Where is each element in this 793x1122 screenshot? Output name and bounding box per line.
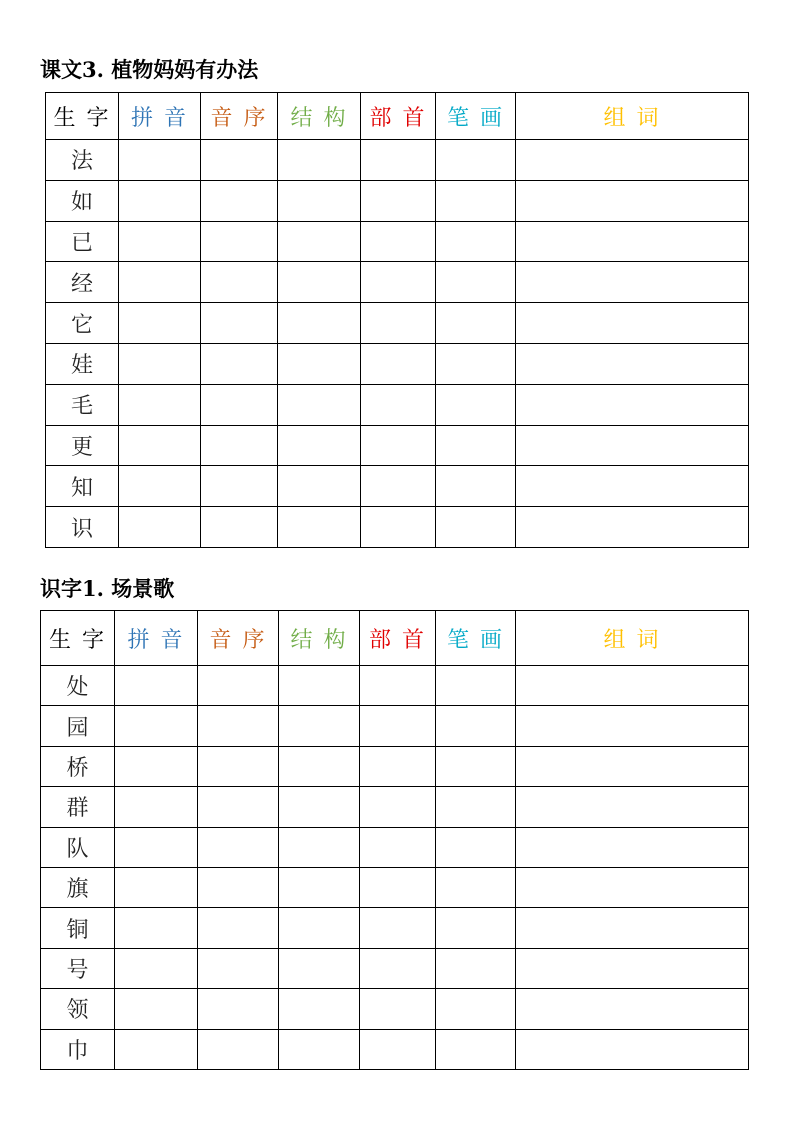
initial-sound-cell[interactable] (201, 343, 278, 384)
radical-cell[interactable] (360, 827, 436, 867)
initial-sound-cell[interactable] (198, 827, 279, 867)
stroke-count-cell[interactable] (436, 425, 516, 466)
pinyin-cell[interactable] (115, 666, 198, 706)
word-formation-cell[interactable] (516, 507, 749, 548)
pinyin-cell[interactable] (119, 425, 201, 466)
word-formation-cell[interactable] (516, 706, 749, 746)
radical-cell[interactable] (360, 948, 436, 988)
pinyin-cell[interactable] (115, 1029, 198, 1069)
table-row (41, 666, 749, 706)
stroke-count-cell[interactable] (436, 1029, 516, 1069)
character-cell: 它 (46, 303, 119, 344)
pinyin-cell[interactable] (115, 787, 198, 827)
structure-cell[interactable] (278, 262, 361, 303)
initial-sound-cell[interactable] (201, 384, 278, 425)
structure-cell[interactable] (278, 384, 361, 425)
pinyin-cell[interactable] (119, 221, 201, 262)
word-formation-cell[interactable] (516, 262, 749, 303)
character-cell: 铜 (41, 908, 115, 948)
radical-cell[interactable] (360, 666, 436, 706)
word-formation-cell[interactable] (516, 787, 749, 827)
initial-sound-cell[interactable] (201, 303, 278, 344)
structure-cell[interactable] (279, 787, 360, 827)
vocabulary-table-literacy-1 (40, 610, 749, 1070)
radical-cell[interactable] (361, 384, 436, 425)
structure-cell[interactable] (279, 948, 360, 988)
word-formation-cell[interactable] (516, 140, 749, 181)
header-radical: 部 首 (360, 611, 436, 666)
initial-sound-cell[interactable] (201, 425, 278, 466)
initial-sound-cell[interactable] (201, 262, 278, 303)
initial-sound-cell[interactable] (198, 666, 279, 706)
structure-cell[interactable] (278, 180, 361, 221)
structure-cell[interactable] (279, 989, 360, 1029)
radical-cell[interactable] (361, 221, 436, 262)
character-cell: 更 (46, 425, 119, 466)
pinyin-cell[interactable] (115, 746, 198, 786)
pinyin-cell[interactable] (119, 507, 201, 548)
table-header-row (41, 611, 749, 666)
initial-sound-cell[interactable] (201, 180, 278, 221)
pinyin-cell[interactable] (115, 827, 198, 867)
radical-cell[interactable] (361, 303, 436, 344)
header-initial-sound: 音 序 (201, 93, 278, 140)
pinyin-cell[interactable] (119, 343, 201, 384)
table-row (41, 867, 749, 907)
table-row (46, 303, 749, 344)
radical-cell[interactable] (361, 262, 436, 303)
word-formation-cell[interactable] (516, 425, 749, 466)
character-cell: 如 (46, 180, 119, 221)
stroke-count-cell[interactable] (436, 180, 516, 221)
structure-cell[interactable] (278, 343, 361, 384)
radical-cell[interactable] (361, 343, 436, 384)
header-structure: 结 构 (278, 93, 361, 140)
initial-sound-cell[interactable] (198, 867, 279, 907)
radical-cell[interactable] (360, 867, 436, 907)
character-cell: 已 (46, 221, 119, 262)
character-cell: 毛 (46, 384, 119, 425)
initial-sound-cell[interactable] (201, 466, 278, 507)
table-row (46, 507, 749, 548)
header-pinyin: 拼 音 (119, 93, 201, 140)
table-row (41, 1029, 749, 1069)
pinyin-cell[interactable] (115, 706, 198, 746)
header-word-formation: 组 词 (516, 611, 749, 666)
pinyin-cell[interactable] (119, 384, 201, 425)
word-formation-cell[interactable] (516, 867, 749, 907)
table-row (41, 948, 749, 988)
radical-cell[interactable] (361, 466, 436, 507)
structure-cell[interactable] (279, 1029, 360, 1069)
table-row (41, 989, 749, 1029)
radical-cell[interactable] (360, 908, 436, 948)
header-new-character: 生 字 (41, 611, 115, 666)
structure-cell[interactable] (279, 746, 360, 786)
character-cell: 经 (46, 262, 119, 303)
structure-cell[interactable] (278, 507, 361, 548)
initial-sound-cell[interactable] (201, 507, 278, 548)
table-row (46, 221, 749, 262)
character-cell: 队 (41, 827, 115, 867)
table-row (46, 384, 749, 425)
word-formation-cell[interactable] (516, 908, 749, 948)
word-formation-cell[interactable] (516, 989, 749, 1029)
structure-cell[interactable] (279, 908, 360, 948)
word-formation-cell[interactable] (516, 1029, 749, 1069)
structure-cell[interactable] (279, 827, 360, 867)
stroke-count-cell[interactable] (436, 989, 516, 1029)
character-cell: 法 (46, 140, 119, 181)
stroke-count-cell[interactable] (436, 140, 516, 181)
word-formation-cell[interactable] (516, 666, 749, 706)
pinyin-cell[interactable] (119, 140, 201, 181)
stroke-count-cell[interactable] (436, 787, 516, 827)
word-formation-cell[interactable] (516, 303, 749, 344)
stroke-count-cell[interactable] (436, 948, 516, 988)
stroke-count-cell[interactable] (436, 262, 516, 303)
table-row (41, 706, 749, 746)
stroke-count-cell[interactable] (436, 908, 516, 948)
radical-cell[interactable] (360, 787, 436, 827)
character-cell: 园 (41, 706, 115, 746)
word-formation-cell[interactable] (516, 384, 749, 425)
word-formation-cell[interactable] (516, 466, 749, 507)
stroke-count-cell[interactable] (436, 867, 516, 907)
table-row (46, 425, 749, 466)
pinyin-cell[interactable] (119, 180, 201, 221)
initial-sound-cell[interactable] (198, 706, 279, 746)
table-row (46, 466, 749, 507)
initial-sound-cell[interactable] (198, 908, 279, 948)
character-cell: 群 (41, 787, 115, 827)
header-initial-sound: 音 序 (198, 611, 279, 666)
section-title-lesson-3: 课文3. 植物妈妈有办法 (40, 57, 259, 82)
pinyin-cell[interactable] (115, 908, 198, 948)
header-pinyin: 拼 音 (115, 611, 198, 666)
structure-cell[interactable] (278, 221, 361, 262)
word-formation-cell[interactable] (516, 221, 749, 262)
stroke-count-cell[interactable] (436, 466, 516, 507)
initial-sound-cell[interactable] (198, 787, 279, 827)
table-row (41, 787, 749, 827)
stroke-count-cell[interactable] (436, 706, 516, 746)
initial-sound-cell[interactable] (198, 1029, 279, 1069)
radical-cell[interactable] (361, 180, 436, 221)
radical-cell[interactable] (360, 1029, 436, 1069)
stroke-count-cell[interactable] (436, 384, 516, 425)
radical-cell[interactable] (361, 140, 436, 181)
pinyin-cell[interactable] (119, 262, 201, 303)
stroke-count-cell[interactable] (436, 507, 516, 548)
structure-cell[interactable] (279, 867, 360, 907)
character-cell: 桥 (41, 746, 115, 786)
radical-cell[interactable] (360, 746, 436, 786)
initial-sound-cell[interactable] (201, 140, 278, 181)
table-row (46, 180, 749, 221)
character-cell: 旗 (41, 867, 115, 907)
table-row (46, 262, 749, 303)
pinyin-cell[interactable] (119, 303, 201, 344)
structure-cell[interactable] (278, 140, 361, 181)
table-row (46, 343, 749, 384)
structure-cell[interactable] (278, 466, 361, 507)
stroke-count-cell[interactable] (436, 221, 516, 262)
radical-cell[interactable] (360, 989, 436, 1029)
pinyin-cell[interactable] (119, 466, 201, 507)
structure-cell[interactable] (279, 666, 360, 706)
vocabulary-table-lesson-3 (45, 92, 749, 548)
header-structure: 结 构 (279, 611, 360, 666)
table-header-row (46, 93, 749, 140)
radical-cell[interactable] (361, 425, 436, 466)
radical-cell[interactable] (360, 706, 436, 746)
character-cell: 处 (41, 666, 115, 706)
table-row (41, 827, 749, 867)
initial-sound-cell[interactable] (198, 989, 279, 1029)
pinyin-cell[interactable] (115, 867, 198, 907)
stroke-count-cell[interactable] (436, 746, 516, 786)
header-new-character: 生 字 (46, 93, 119, 140)
character-cell: 识 (46, 507, 119, 548)
structure-cell[interactable] (279, 706, 360, 746)
stroke-count-cell[interactable] (436, 827, 516, 867)
table-row (41, 746, 749, 786)
initial-sound-cell[interactable] (198, 746, 279, 786)
character-cell: 娃 (46, 343, 119, 384)
word-formation-cell[interactable] (516, 948, 749, 988)
character-cell: 巾 (41, 1029, 115, 1069)
initial-sound-cell[interactable] (201, 221, 278, 262)
section-title-literacy-1: 识字1. 场景歌 (40, 576, 175, 601)
table-row (46, 140, 749, 181)
initial-sound-cell[interactable] (198, 948, 279, 988)
structure-cell[interactable] (278, 303, 361, 344)
character-cell: 领 (41, 989, 115, 1029)
header-radical: 部 首 (361, 93, 436, 140)
structure-cell[interactable] (278, 425, 361, 466)
pinyin-cell[interactable] (115, 989, 198, 1029)
header-stroke-count: 笔 画 (436, 611, 516, 666)
header-stroke-count: 笔 画 (436, 93, 516, 140)
radical-cell[interactable] (361, 507, 436, 548)
stroke-count-cell[interactable] (436, 303, 516, 344)
word-formation-cell[interactable] (516, 343, 749, 384)
header-word-formation: 组 词 (516, 93, 749, 140)
word-formation-cell[interactable] (516, 827, 749, 867)
table-row (41, 908, 749, 948)
character-cell: 知 (46, 466, 119, 507)
pinyin-cell[interactable] (115, 948, 198, 988)
word-formation-cell[interactable] (516, 746, 749, 786)
stroke-count-cell[interactable] (436, 666, 516, 706)
word-formation-cell[interactable] (516, 180, 749, 221)
character-cell: 号 (41, 948, 115, 988)
stroke-count-cell[interactable] (436, 343, 516, 384)
